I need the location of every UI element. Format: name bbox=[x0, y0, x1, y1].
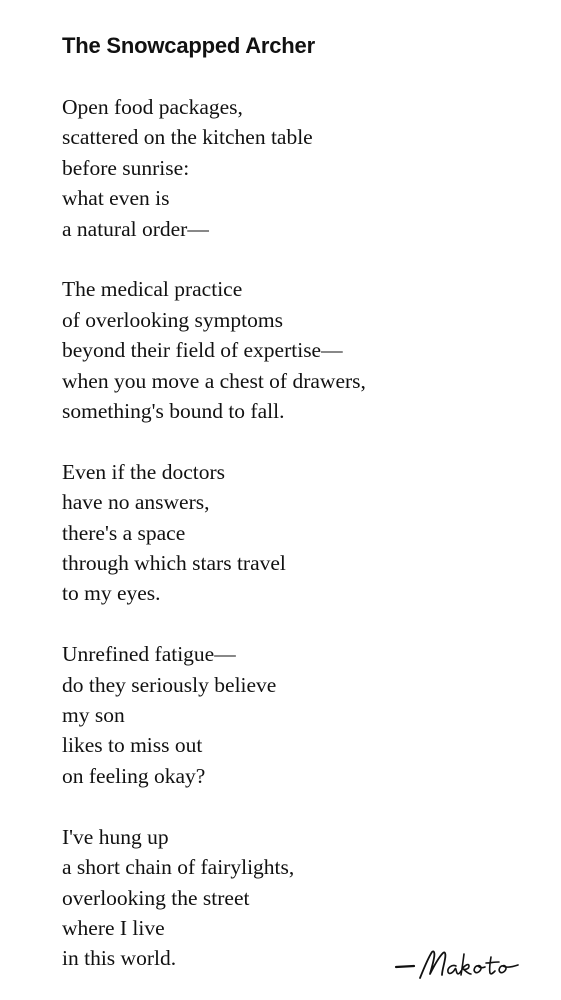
poem-line: something's bound to fall. bbox=[62, 399, 285, 424]
poem-body bbox=[62, 92, 502, 974]
poem-line: likes to miss out bbox=[62, 733, 203, 758]
poem-line: overlooking the street bbox=[62, 885, 250, 910]
poem-line: through which stars travel bbox=[62, 551, 286, 576]
poem-line: do they seriously believe bbox=[62, 672, 277, 697]
stanza bbox=[62, 92, 502, 244]
poem-line: I've hung up bbox=[62, 824, 169, 849]
poem-line: there's a space bbox=[62, 520, 186, 545]
poem-line: what even is bbox=[62, 186, 170, 211]
poem-line: when you move a chest of drawers, bbox=[62, 368, 366, 393]
poem-line: a short chain of fairylights, bbox=[62, 855, 295, 880]
poem-line: a natural order— bbox=[62, 216, 209, 241]
poem-line: on feeling okay? bbox=[62, 763, 206, 788]
poem-line: where I live bbox=[62, 915, 165, 940]
poem-line: scattered on the kitchen table bbox=[62, 125, 313, 150]
poem-line: before sunrise: bbox=[62, 155, 190, 180]
poem-line: Even if the doctors bbox=[62, 459, 225, 484]
poem-line: of overlooking symptoms bbox=[62, 307, 283, 332]
poem-line: Open food packages, bbox=[62, 95, 243, 119]
stanza bbox=[62, 639, 502, 791]
poem-line: my son bbox=[62, 703, 125, 728]
poem-line: to my eyes. bbox=[62, 581, 161, 606]
stanza bbox=[62, 457, 502, 609]
poem-line: The medical practice bbox=[62, 277, 243, 302]
poem-line: beyond their field of expertise— bbox=[62, 338, 343, 363]
poem-title: The Snowcapped Archer bbox=[62, 33, 315, 58]
poem-line: have no answers, bbox=[62, 490, 210, 515]
poem-line: Unrefined fatigue— bbox=[62, 642, 236, 667]
handwritten-signature bbox=[394, 944, 534, 984]
stanza bbox=[62, 274, 502, 426]
poem-line: in this world. bbox=[62, 946, 177, 971]
